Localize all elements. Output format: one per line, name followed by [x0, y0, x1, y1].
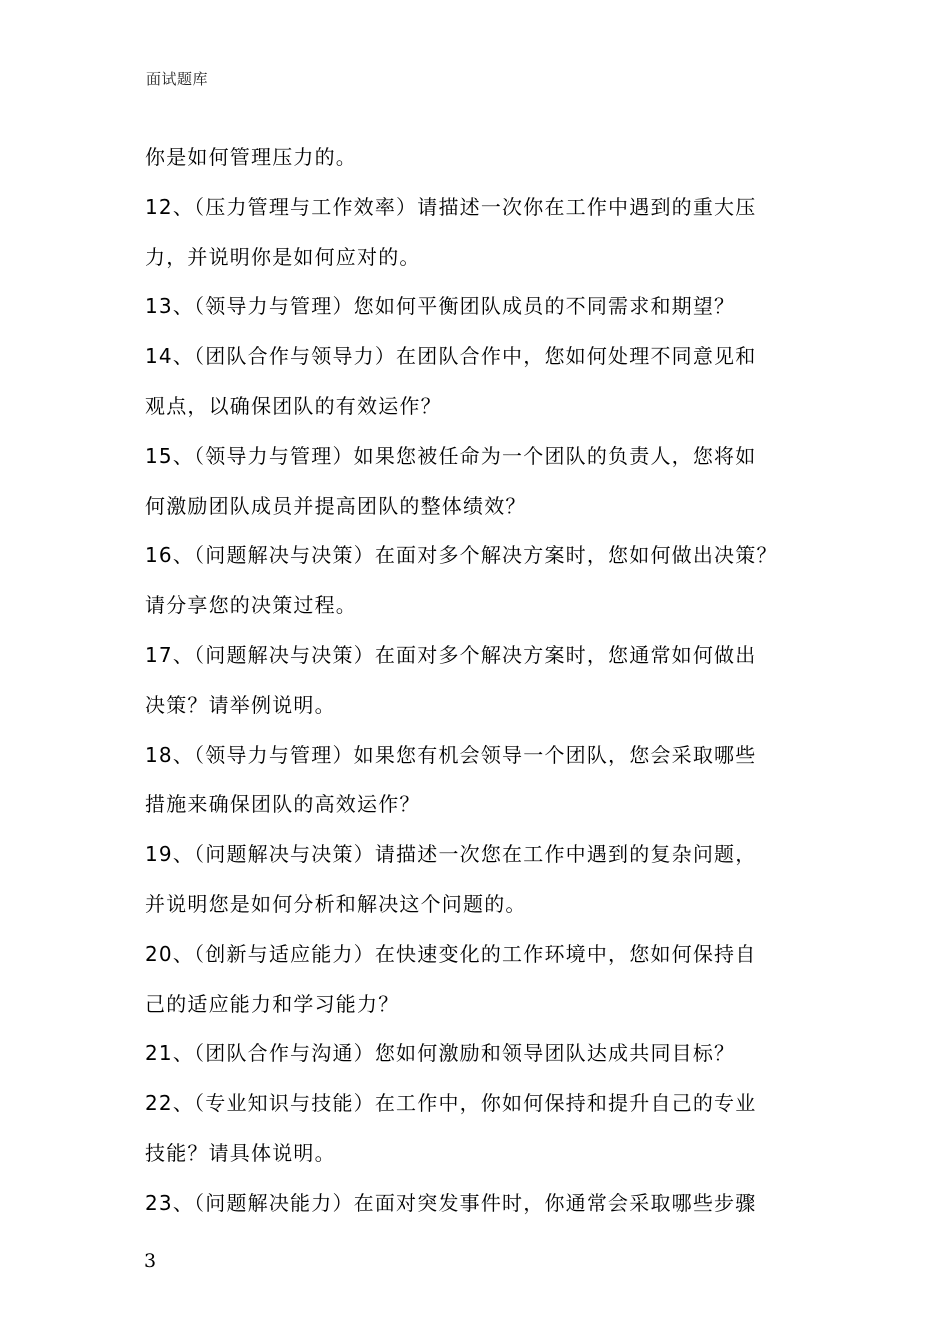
text-line: 18、（领导力与管理）如果您有机会领导一个团队，您会采取哪些 [145, 742, 757, 767]
text-line: 14、（团队合作与领导力）在团队合作中，您如何处理不同意见和 [145, 344, 757, 369]
text-line: 20、（创新与适应能力）在快速变化的工作环境中，您如何保持自 [145, 941, 757, 966]
text-line: 措施来确保团队的高效运作？ [145, 792, 421, 817]
text-line: 23、（问题解决能力）在面对突发事件时，你通常会采取哪些步骤 [145, 1190, 757, 1215]
text-line: 并说明您是如何分析和解决这个问题的。 [145, 891, 527, 916]
text-line: 15、（领导力与管理）如果您被任命为一个团队的负责人，您将如 [145, 443, 757, 468]
text-line: 己的适应能力和学习能力？ [145, 991, 400, 1016]
text-line: 请分享您的决策过程。 [145, 593, 357, 618]
text-line: 决策？请举例说明。 [145, 692, 336, 717]
page-header-title: 面试题库 [146, 70, 209, 88]
text-line: 你是如何管理压力的。 [145, 145, 357, 169]
page-number: 3 [144, 1250, 157, 1272]
text-line: 技能？请具体说明。 [145, 1140, 336, 1165]
text-line: 16、（问题解决与决策）在面对多个解决方案时，您如何做出决策？ [145, 543, 778, 568]
document-body [145, 133, 825, 1229]
text-line: 力，并说明你是如何应对的。 [145, 244, 421, 269]
text-line: 21、（团队合作与沟通）您如何激励和领导团队达成共同目标？ [145, 1041, 736, 1066]
text-line: 观点，以确保团队的有效运作？ [145, 393, 442, 418]
text-line: 13、（领导力与管理）您如何平衡团队成员的不同需求和期望？ [145, 294, 736, 319]
text-line: 22、（专业知识与技能）在工作中，你如何保持和提升自己的专业 [145, 1091, 757, 1116]
text-line: 19、（问题解决与决策）请描述一次您在工作中遇到的复杂问题， [145, 842, 757, 867]
text-line: 12、（压力管理与工作效率）请描述一次你在工作中遇到的重大压 [145, 194, 757, 219]
text-line: 17、（问题解决与决策）在面对多个解决方案时，您通常如何做出 [145, 642, 757, 667]
text-line: 何激励团队成员并提高团队的整体绩效？ [145, 493, 527, 518]
